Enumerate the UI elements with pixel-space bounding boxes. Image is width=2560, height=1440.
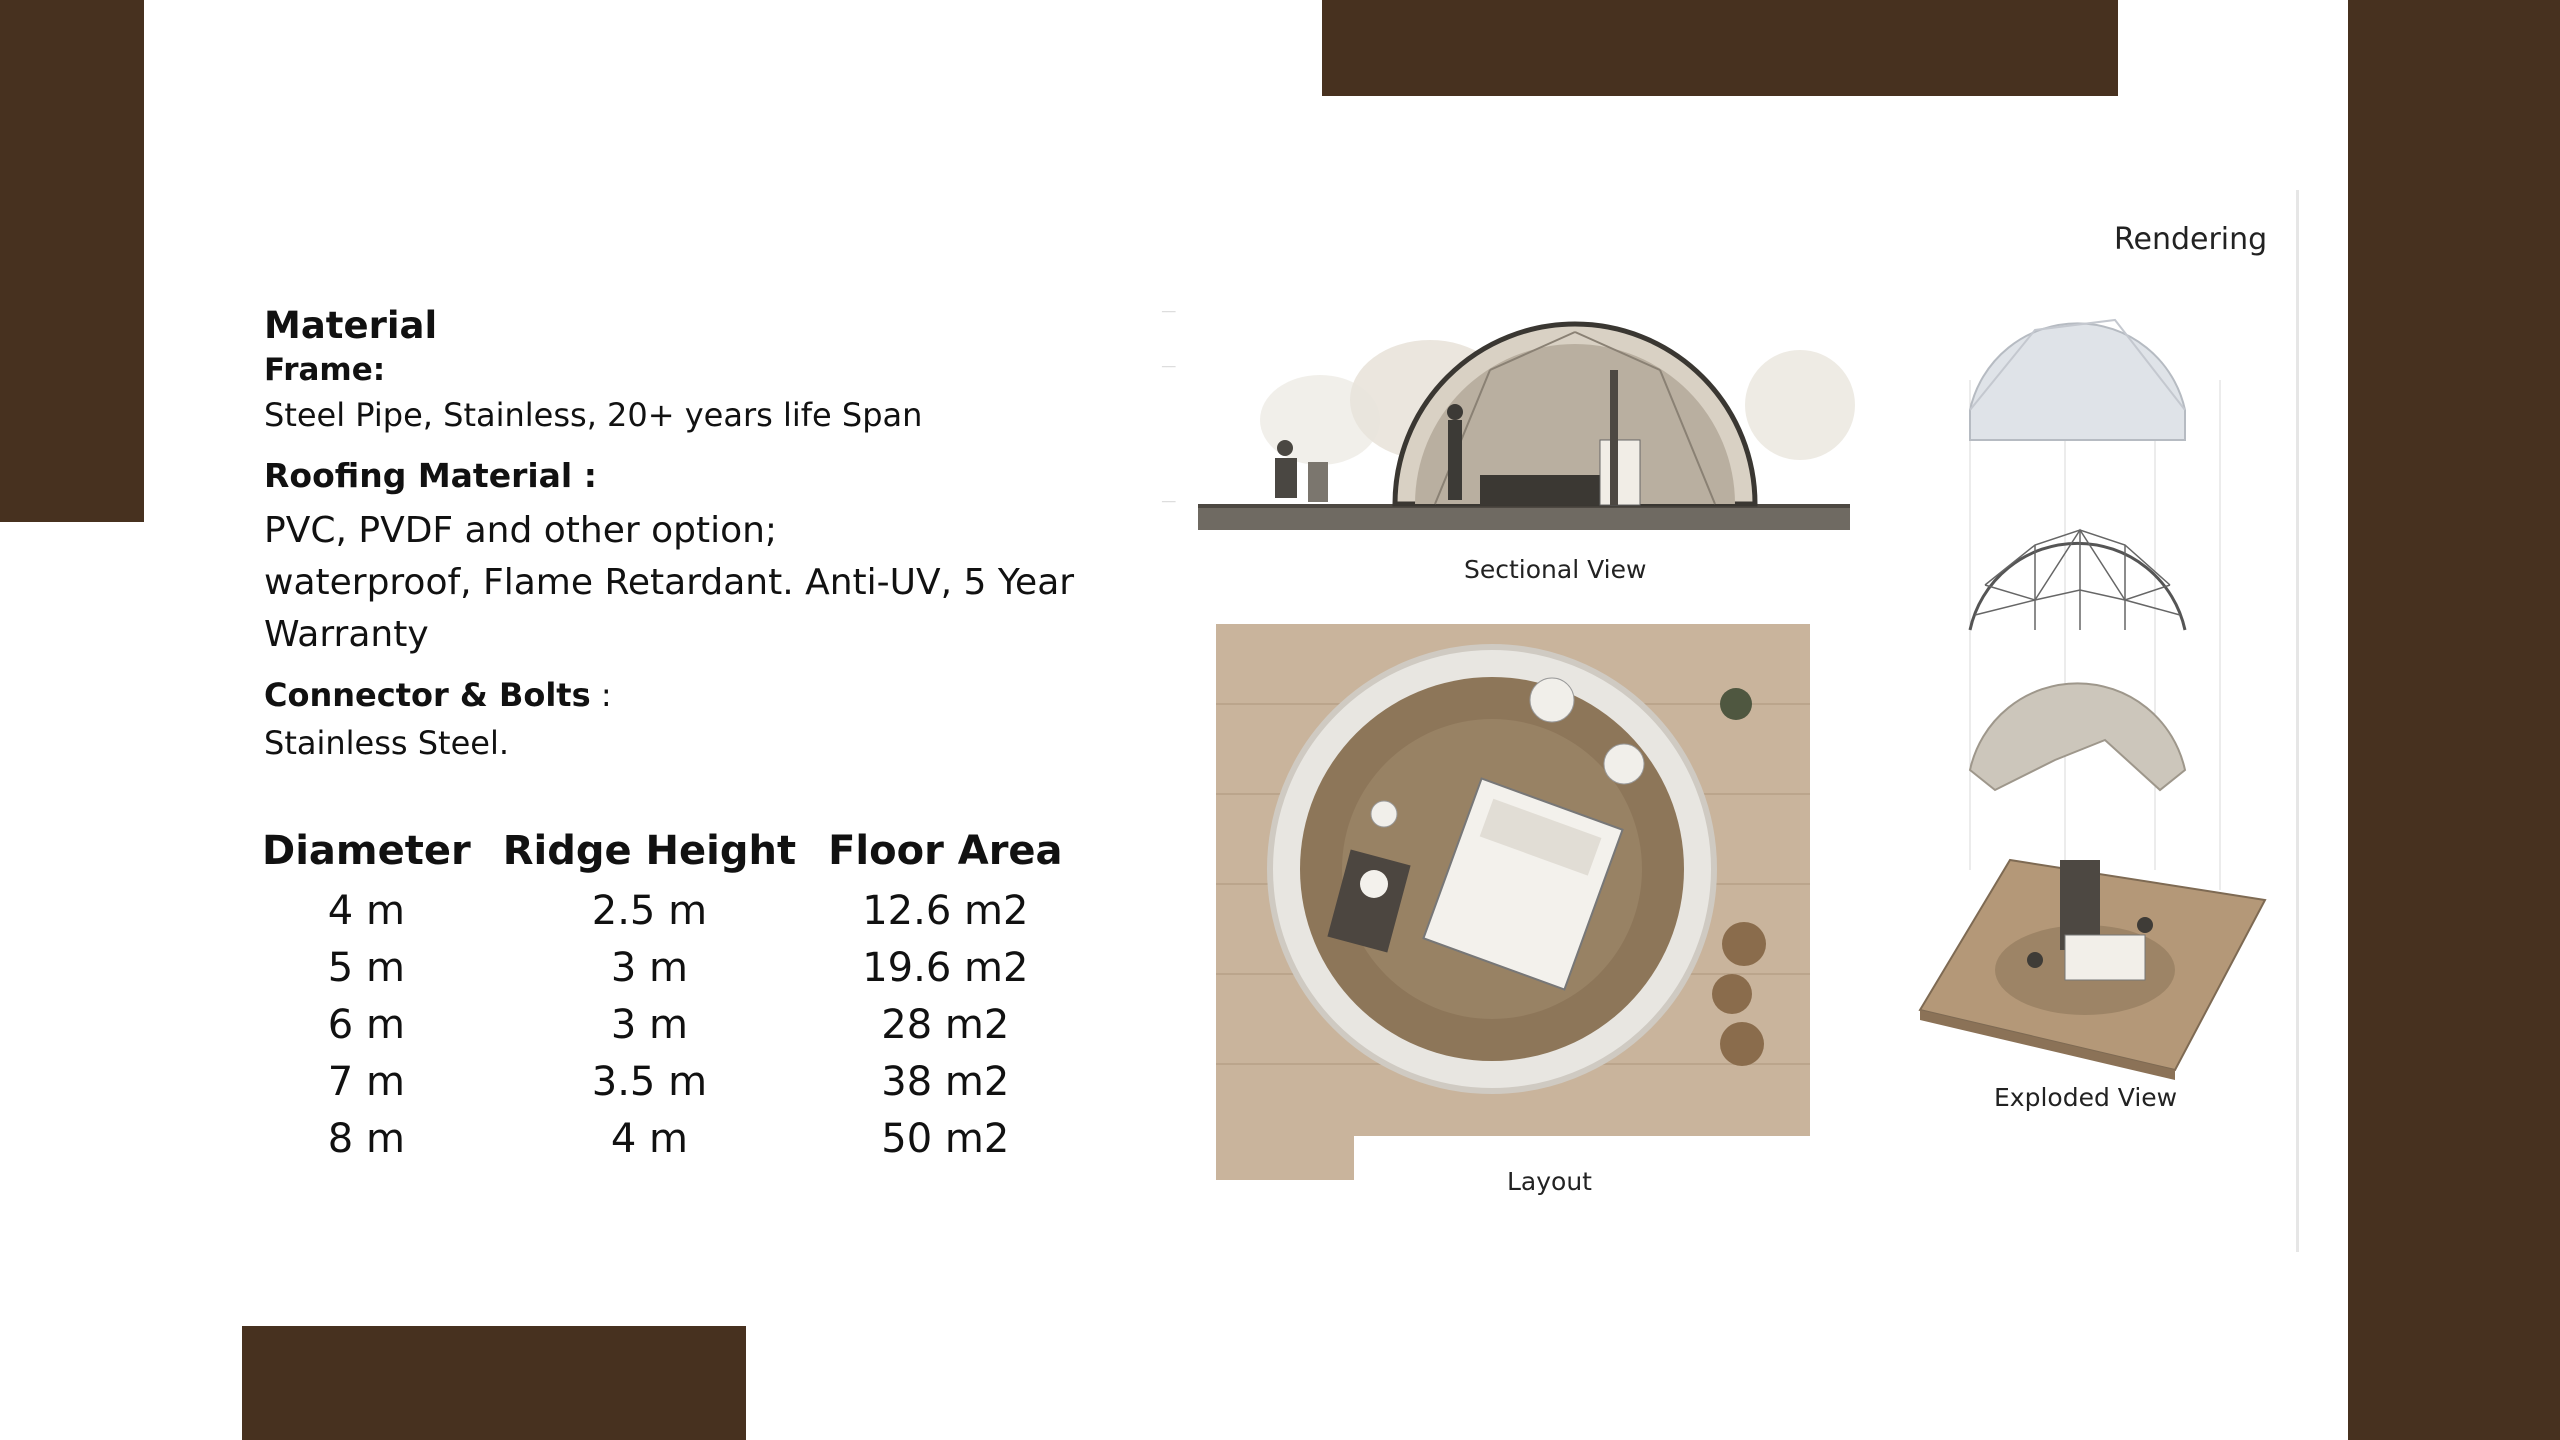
- header-diameter: Diameter: [262, 828, 471, 874]
- decor-block-right: [2348, 0, 2560, 1440]
- ridge-height-cell: 2.5 m: [591, 887, 708, 934]
- exploded-view-caption: Exploded View: [1994, 1083, 2178, 1112]
- connector-separator: :: [590, 676, 612, 714]
- floor-area-cell: 38 m2: [881, 1058, 1010, 1105]
- material-heading: Material: [264, 304, 438, 347]
- diameter-cell: 7 m: [327, 1058, 405, 1105]
- ridge-height-cell: 3 m: [610, 1001, 688, 1048]
- svg-text:___: ___: [1162, 303, 1176, 313]
- svg-text:___: ___: [1162, 493, 1176, 503]
- divider-line: [2296, 190, 2299, 1252]
- roofing-line-2: waterproof, Flame Retardant. Anti-UV, 5 Year: [264, 562, 1075, 603]
- decor-block-top: [1322, 0, 2118, 96]
- roofing-line-1: PVC, PVDF and other option;: [264, 510, 778, 551]
- decor-block-left: [0, 0, 144, 522]
- diameter-cell: 5 m: [327, 944, 405, 991]
- roofing-line-3: Warranty: [264, 614, 429, 655]
- table-row: [262, 939, 1095, 996]
- frame-value: Steel Pipe, Stainless, 20+ years life Span: [264, 396, 923, 434]
- floor-area-cell: 19.6 m2: [862, 944, 1029, 991]
- specs-table: [262, 820, 1095, 1167]
- sectional-view-image: [1160, 290, 1860, 540]
- table-row: [262, 1110, 1095, 1167]
- decor-block-bottom: [242, 1326, 746, 1440]
- specs-header-row: [262, 820, 1095, 882]
- ridge-height-cell: 3.5 m: [591, 1058, 708, 1105]
- floor-area-cell: 12.6 m2: [862, 887, 1029, 934]
- layout-caption: Layout: [1507, 1167, 1592, 1196]
- diameter-cell: 8 m: [327, 1115, 405, 1162]
- exploded-view-image: [1915, 270, 2271, 1070]
- header-ridge-height: Ridge Height: [502, 828, 797, 874]
- table-row: [262, 996, 1095, 1053]
- ridge-height-cell: 4 m: [610, 1115, 688, 1162]
- table-row: [262, 1053, 1095, 1110]
- connector-value: Stainless Steel.: [264, 724, 510, 762]
- floor-area-cell: 28 m2: [881, 1001, 1010, 1048]
- header-floor-area: Floor Area: [828, 828, 1063, 874]
- roofing-label: Roofing Material :: [264, 456, 597, 495]
- floor-area-cell: 50 m2: [881, 1115, 1010, 1162]
- frame-label: Frame:: [264, 352, 386, 388]
- layout-image: [1216, 624, 1810, 1180]
- diameter-cell: 4 m: [327, 887, 405, 934]
- diameter-cell: 6 m: [327, 1001, 405, 1048]
- connector-label: Connector & Bolts: [264, 676, 591, 714]
- svg-text:___: ___: [1162, 358, 1176, 368]
- sectional-view-caption: Sectional View: [1464, 555, 1647, 584]
- connector-line: [264, 676, 612, 714]
- rendering-caption: Rendering: [2114, 222, 2268, 257]
- table-row: [262, 882, 1095, 939]
- ridge-height-cell: 3 m: [610, 944, 688, 991]
